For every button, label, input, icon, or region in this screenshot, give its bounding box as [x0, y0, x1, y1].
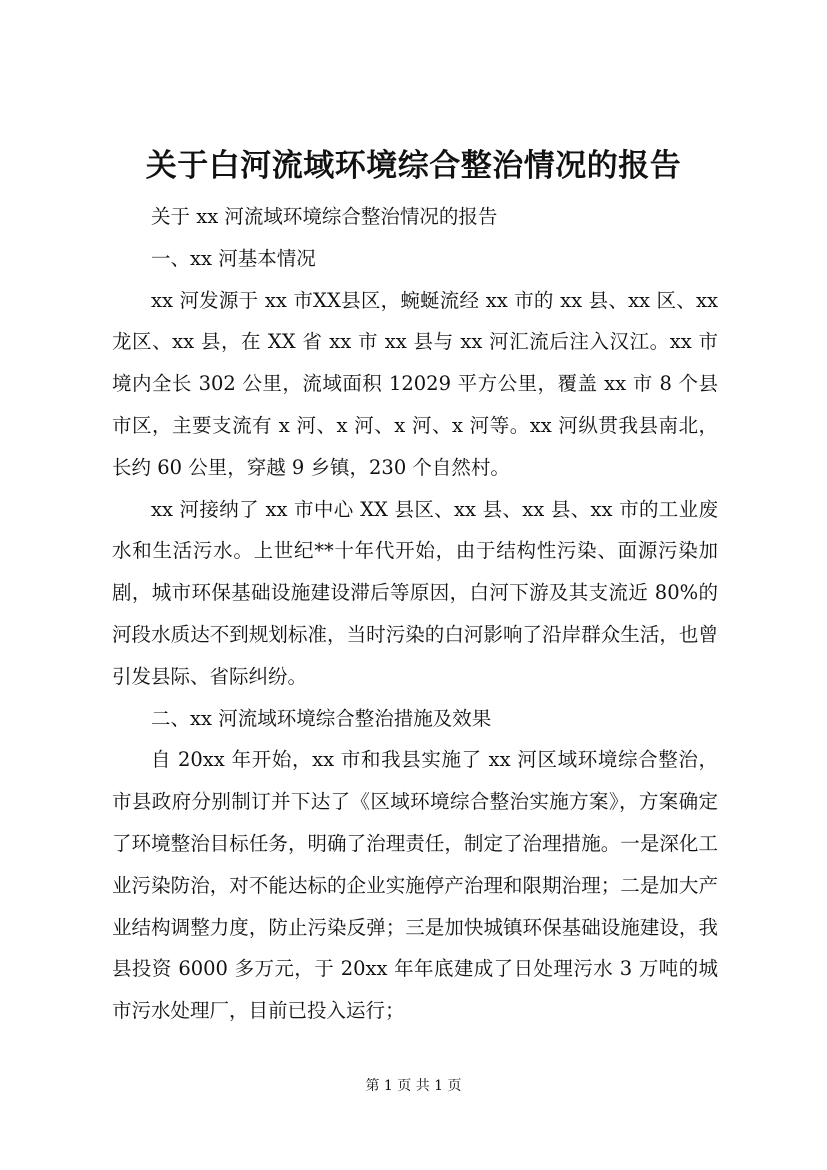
document-body: [112, 196, 718, 1032]
section-heading-1: 一、xx 河基本情况: [151, 246, 316, 270]
paragraph-pollution: xx 河接纳了 xx 市中心 XX 县区、xx 县、xx 县、xx 市的工业废水和生活污水。上世纪**十年代开始，由于结构性污染、面源污染加剧，城市环保基础设施建设滞后等原因，白河下游及其支流近 80%的河段水质达不到规划标准，当时污染的白河影响了沿岸群众生活，也曾引发县际、省际纠纷。: [112, 497, 718, 688]
paragraph-basic-info: xx 河发源于 xx 市XX县区，蜿蜒流经 xx 市的 xx 县、xx 区、xx 龙区、xx 县，在 XX 省 xx 市 xx 县与 xx 河汇流后注入汉江。xx 市境内全长 302 公里，流域面积 12029 平方公里，覆盖 xx 市 8 个县市区，主要支流有 x 河、x 河、x 河、x 河等。xx 河纵贯我县南北，长约 60 公里，穿越 9 乡镇，230 个自然村。: [112, 288, 718, 479]
document-title: 关于白河流域环境综合整治情况的报告: [145, 148, 682, 184]
page-footer: 第 1 页 共 1 页: [365, 1078, 462, 1094]
section-heading-2: 二、xx 河流域环境综合整治措施及效果: [151, 706, 492, 730]
paragraph-subtitle: 关于 xx 河流域环境综合整治情况的报告: [151, 205, 498, 228]
paragraph-measures: 自 20xx 年开始，xx 市和我县实施了 xx 河区域环境综合整治，市县政府分别制订并下达了《区域环境综合整治实施方案》，方案确定了环境整治目标任务，明确了治理责任，制定了治理措施。一是深化工业污染防治，对不能达标的企业实施停产治理和限期治理；二是加大产业结构调整力度，防止污染反弹；三是加快城镇环保基础设施建设，我县投资 6000 多万元，于 20xx 年年底建成了日处理污水 3 万吨的城市污水处理厂，目前已投入运行；: [112, 748, 718, 1023]
